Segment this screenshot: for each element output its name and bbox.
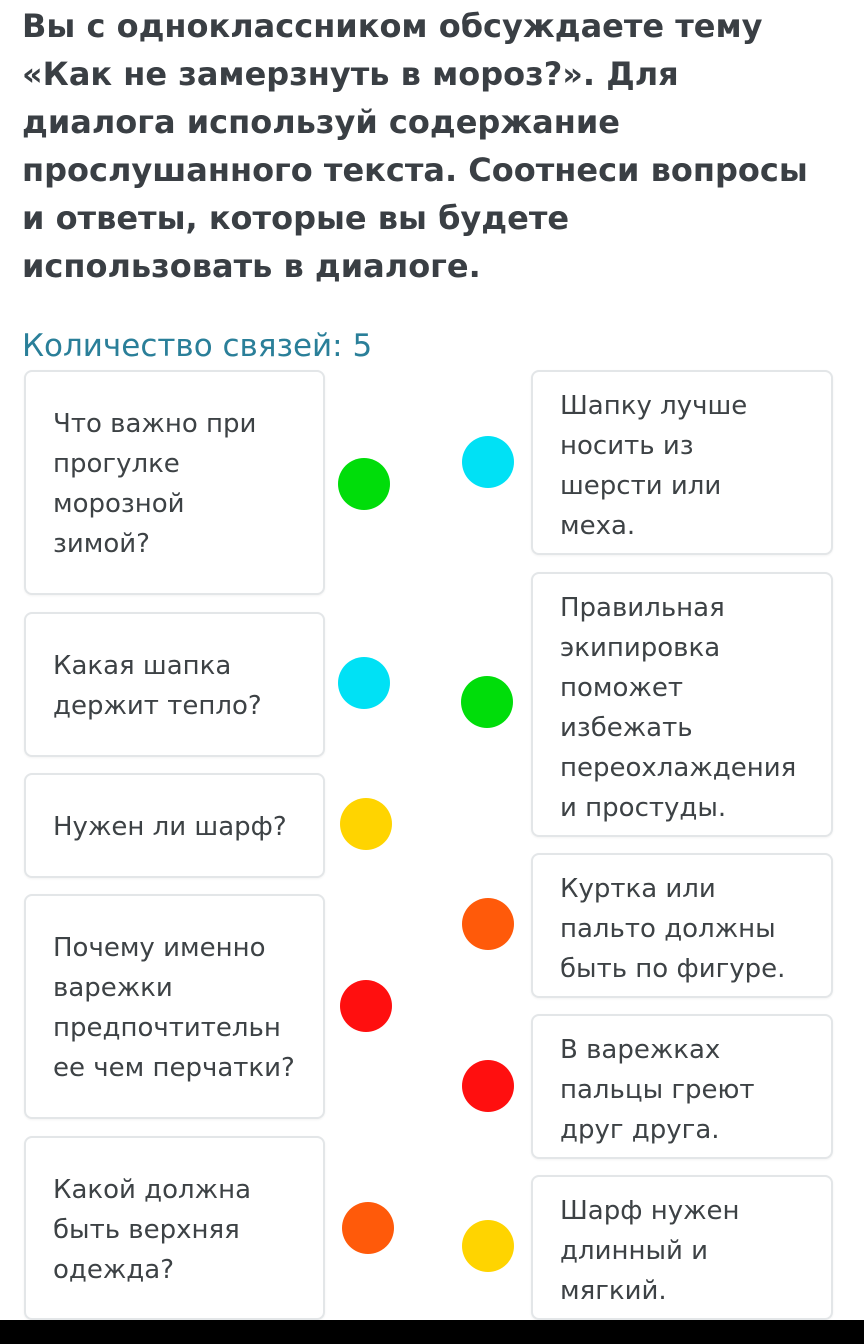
answer-card-3[interactable] xyxy=(531,853,833,998)
text-line: Шарф нужен xyxy=(560,1196,740,1226)
answer-card-1[interactable] xyxy=(531,370,833,555)
answer-text xyxy=(560,386,821,546)
connections-count: Количество связей: 5 xyxy=(22,328,373,364)
question-3-marker[interactable] xyxy=(340,798,392,850)
text-line: Куртка или xyxy=(560,874,716,904)
text-line: предпочтительн xyxy=(53,1013,281,1043)
text-line: пальто должны xyxy=(560,914,776,944)
text-line: друг друга. xyxy=(560,1115,720,1145)
text-line: зимой? xyxy=(53,529,150,559)
text-line: Что важно при xyxy=(53,409,257,439)
text-line: Почему именно xyxy=(53,933,266,963)
question-text xyxy=(53,807,313,847)
text-line: держит тепло? xyxy=(53,691,262,721)
answer-text xyxy=(560,1191,821,1311)
text-line: ее чем перчатки? xyxy=(53,1053,295,1083)
text-line: одежда? xyxy=(53,1255,175,1285)
question-4-marker[interactable] xyxy=(340,980,392,1032)
answer-5-marker[interactable] xyxy=(462,1220,514,1272)
text-line: В варежках xyxy=(560,1035,721,1065)
text-line: быть по фигуре. xyxy=(560,954,786,984)
text-line: пальцы греют xyxy=(560,1075,755,1105)
text-line: длинный и xyxy=(560,1236,709,1266)
text-line: избежать xyxy=(560,713,693,743)
text-line: поможет xyxy=(560,673,683,703)
task-title: Вы с одноклассником обсуждаете тему «Как не замерзнуть в мороз?». Для диалога используй содержание прослушанного текста. Соотнеси вопросы и ответы, которые вы будете использовать в диалоге. xyxy=(22,7,808,285)
text-line: Какой должна xyxy=(53,1175,252,1205)
question-card-5[interactable] xyxy=(24,1136,325,1320)
question-text xyxy=(53,1170,313,1290)
question-text xyxy=(53,404,313,564)
text-line: прогулке xyxy=(53,449,180,479)
text-line: быть верхняя xyxy=(53,1215,240,1245)
question-text xyxy=(53,928,313,1088)
answer-text xyxy=(560,1030,821,1150)
text-line: Правильная xyxy=(560,593,725,623)
text-line: мягкий. xyxy=(560,1276,667,1306)
question-1-marker[interactable] xyxy=(338,458,390,510)
answer-text xyxy=(560,588,821,828)
question-card-4[interactable] xyxy=(24,894,325,1119)
text-line: экипировка xyxy=(560,633,721,663)
text-line: Нужен ли шарф? xyxy=(53,812,287,842)
answer-card-5[interactable] xyxy=(531,1175,833,1320)
text-line: носить из xyxy=(560,431,694,461)
text-line: шерсти или xyxy=(560,471,722,501)
text-line: переохлаждения xyxy=(560,753,797,783)
question-5-marker[interactable] xyxy=(342,1202,394,1254)
answer-4-marker[interactable] xyxy=(462,1060,514,1112)
question-card-1[interactable] xyxy=(24,370,325,595)
answer-2-marker[interactable] xyxy=(461,676,513,728)
text-line: варежки xyxy=(53,973,173,1003)
question-2-marker[interactable] xyxy=(338,657,390,709)
answer-text xyxy=(560,869,821,989)
text-line: Шапку лучше xyxy=(560,391,748,421)
text-line: меха. xyxy=(560,511,636,541)
answer-3-marker[interactable] xyxy=(462,898,514,950)
text-line: и простуды. xyxy=(560,793,727,823)
question-card-3[interactable] xyxy=(24,773,325,878)
answer-1-marker[interactable] xyxy=(462,436,514,488)
answer-card-2[interactable] xyxy=(531,572,833,837)
question-card-2[interactable] xyxy=(24,612,325,757)
bottom-bar xyxy=(0,1320,864,1344)
question-text xyxy=(53,646,313,726)
text-line: морозной xyxy=(53,489,185,519)
answer-card-4[interactable] xyxy=(531,1014,833,1159)
text-line: Какая шапка xyxy=(53,651,232,681)
